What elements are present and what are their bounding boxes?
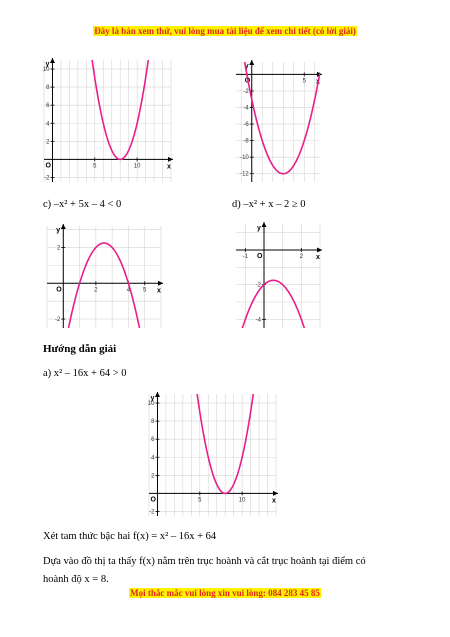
preview-notice-text: Đây là bản xem thử, vui lòng mua tài liệu để xem chi tiết (có lời giải) xyxy=(94,26,356,36)
x-axis-arrow xyxy=(158,281,163,286)
y-tick-label: 2 xyxy=(56,245,61,252)
y-tick-label: 4 xyxy=(151,455,155,462)
option-d-text: d) –x² + x – 2 ≥ 0 xyxy=(232,199,306,210)
axes xyxy=(149,392,278,516)
x-tick-label: 5 xyxy=(143,287,147,294)
y-tick-label: 10 xyxy=(147,401,155,408)
y-tick-label: -2 xyxy=(44,175,50,182)
y-tick-label: -2 xyxy=(255,282,261,289)
contact-footer xyxy=(0,588,450,598)
x-tick-label: 5 xyxy=(93,163,97,170)
x-axis-label: x xyxy=(316,78,320,86)
y-tick-label: -2 xyxy=(243,88,249,95)
graph-top-left xyxy=(40,56,175,186)
x-axis-arrow xyxy=(168,157,173,162)
axis-labels xyxy=(56,227,161,294)
y-axis-label: y xyxy=(244,63,249,70)
y-axis-arrow xyxy=(50,58,55,63)
y-tick-label: 2 xyxy=(151,473,155,480)
y-axis-arrow xyxy=(262,222,267,227)
tick-labels xyxy=(243,254,304,323)
y-tick-label: -6 xyxy=(243,122,249,129)
x-axis-label: x xyxy=(272,497,276,505)
x-tick-label: 5 xyxy=(302,78,306,85)
graph-option-d xyxy=(232,220,324,332)
option-c-text: c) –x² + 5x – 4 < 0 xyxy=(43,199,122,210)
solution-line-3: hoành độ x = 8. xyxy=(43,574,109,585)
y-tick-label: 6 xyxy=(151,437,155,444)
x-tick-label: 4 xyxy=(126,287,131,294)
tick-labels xyxy=(148,401,246,515)
y-tick-label: -4 xyxy=(243,105,249,112)
y-tick-label: 2 xyxy=(46,139,50,146)
x-axis-arrow xyxy=(317,248,322,253)
graph-top-right xyxy=(232,58,324,186)
option-c xyxy=(43,199,121,210)
solution-line-2: Dựa vào đồ thị ta thấy f(x) nằm trên trục hoành và cắt trục hoành tại điểm có xyxy=(43,556,366,567)
origin-label: O xyxy=(244,77,251,85)
y-tick-label: -12 xyxy=(240,171,249,178)
x-axis-label: x xyxy=(316,254,320,261)
y-axis-arrow xyxy=(249,60,254,65)
axes xyxy=(44,58,173,182)
grid xyxy=(149,394,276,516)
y-tick-label: -8 xyxy=(243,138,249,145)
tick-labels xyxy=(43,67,141,181)
x-tick-label: 2 xyxy=(94,287,98,294)
y-tick-label: 8 xyxy=(46,85,50,92)
solution-part-a: a) x² – 16x + 64 > 0 xyxy=(43,368,127,379)
y-tick-label: -4 xyxy=(255,317,261,324)
y-axis-label: y xyxy=(45,61,50,68)
preview-notice xyxy=(0,26,450,36)
solution-heading: Hướng dẫn giải xyxy=(43,343,117,355)
origin-label: O xyxy=(45,162,51,170)
graph-solution-a xyxy=(145,390,280,520)
x-tick-label: 10 xyxy=(238,497,246,504)
y-tick-label: -10 xyxy=(240,155,249,162)
y-axis-label: y xyxy=(257,225,261,232)
y-tick-label: 8 xyxy=(151,419,155,426)
solution-line-1: Xét tam thức bậc hai f(x) = x² – 16x + 64 xyxy=(43,531,217,542)
grid xyxy=(47,226,161,328)
contact-footer-text: Mọi thắc mắc vui lòng xin vui lòng: 084 283 45 85 xyxy=(130,588,320,598)
y-tick-label: 10 xyxy=(42,67,50,74)
grid xyxy=(44,60,171,182)
x-tick-label: 2 xyxy=(299,254,304,260)
x-tick-label: -1 xyxy=(242,254,249,260)
tick-labels xyxy=(55,245,147,323)
graph-option-c xyxy=(43,222,165,332)
y-axis-arrow xyxy=(61,224,66,229)
y-axis-arrow xyxy=(155,392,160,397)
y-tick-label: -2 xyxy=(149,509,155,516)
origin-label: O xyxy=(150,496,156,504)
y-tick-label: 4 xyxy=(46,121,50,128)
axis-labels xyxy=(147,395,276,505)
x-axis-label: x xyxy=(157,287,161,295)
origin-label: O xyxy=(257,253,263,260)
x-tick-label: 10 xyxy=(133,163,141,170)
y-tick-label: 6 xyxy=(46,103,50,110)
x-axis-label: x xyxy=(167,163,171,171)
x-tick-label: 5 xyxy=(198,497,202,504)
axes xyxy=(47,224,163,328)
axis-labels xyxy=(42,61,171,171)
y-axis-label: y xyxy=(56,227,61,234)
y-axis-label: y xyxy=(150,395,155,402)
origin-label: O xyxy=(56,286,62,294)
parabola-curve xyxy=(236,280,320,345)
axis-labels xyxy=(257,225,320,261)
parabola-curve xyxy=(47,243,161,346)
x-axis-arrow xyxy=(273,491,278,496)
y-tick-label: -2 xyxy=(54,317,61,324)
option-d xyxy=(232,199,305,210)
